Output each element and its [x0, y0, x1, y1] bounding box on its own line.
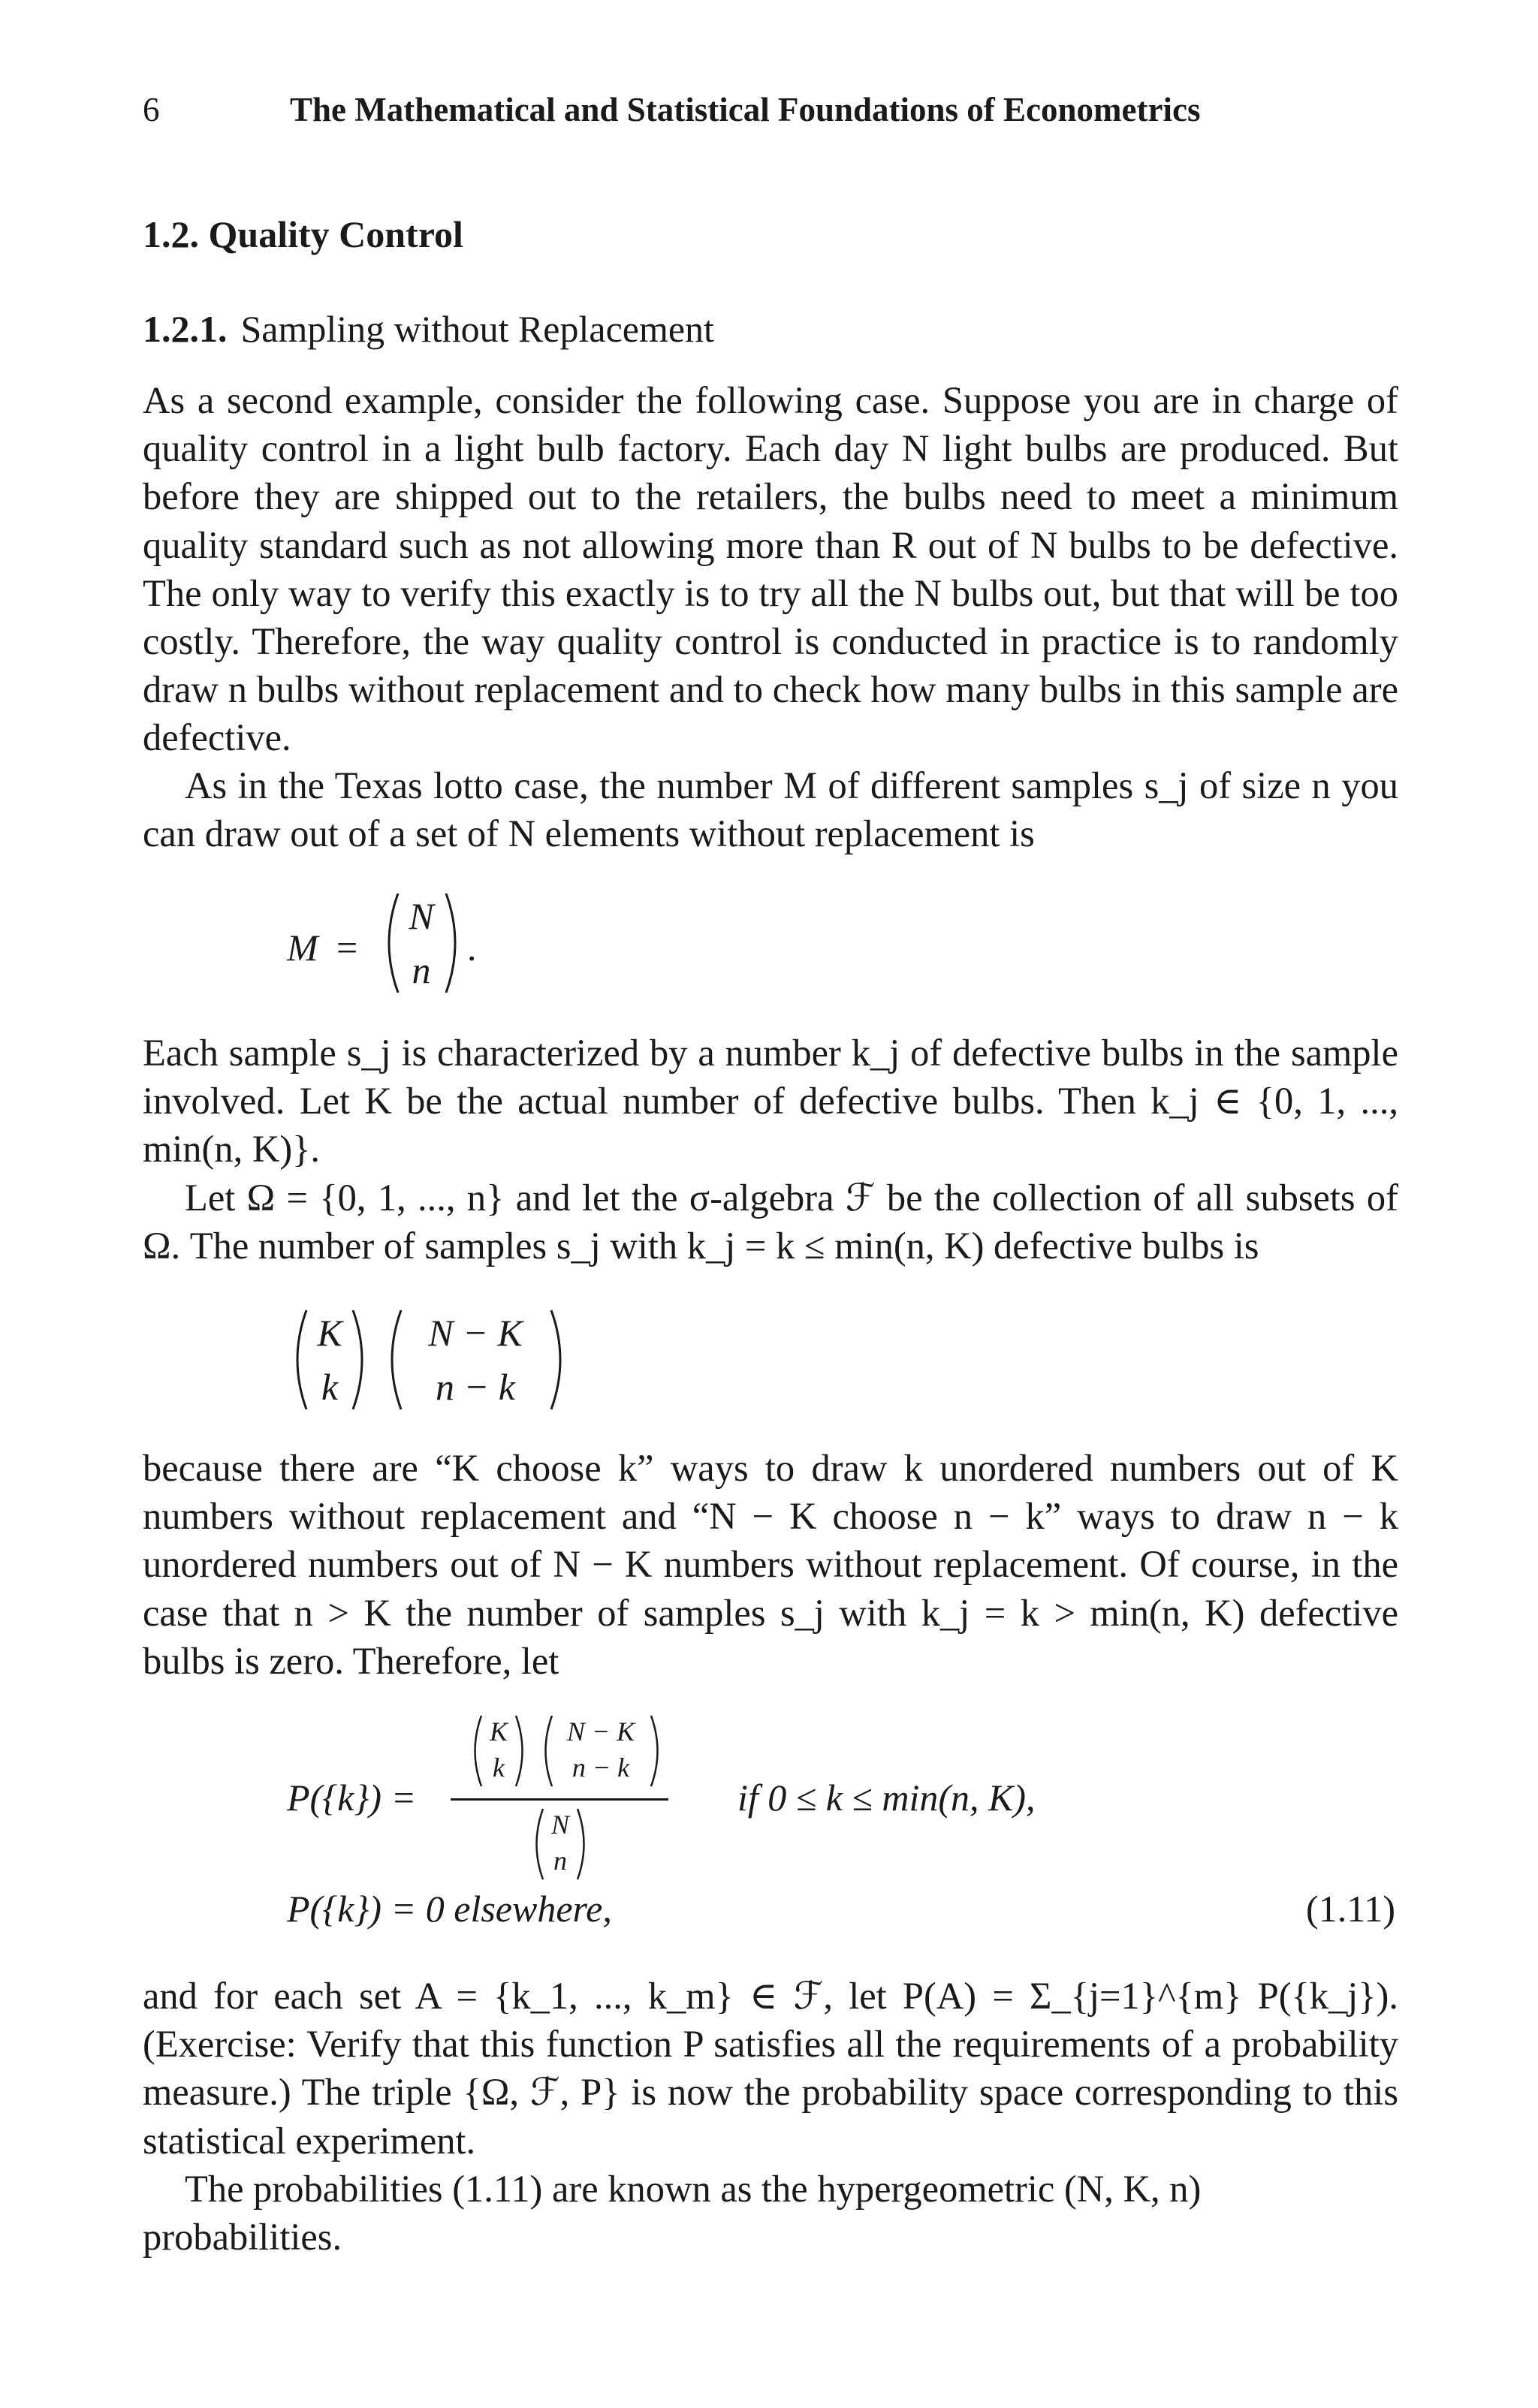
den-binom-bottom: n [553, 1846, 567, 1876]
eq-m-lhs: M [287, 927, 318, 969]
subsection-title: Sampling without Replacement [240, 308, 714, 350]
binom-nk-top: N − K [428, 1312, 523, 1354]
right-paren [443, 891, 466, 996]
right-paren [649, 1713, 665, 1789]
eq-1-11-condition: if 0 ≤ k ≤ min(n, K), [737, 1777, 1036, 1819]
fraction-denominator [451, 1805, 668, 1888]
left-paren [287, 1307, 309, 1412]
left-paren [467, 1713, 484, 1789]
eq-1-11-line2: P({k}) = 0 elsewhere, [287, 1888, 612, 1930]
den-binom-top: N [550, 1810, 569, 1840]
right-paren [514, 1713, 530, 1789]
paragraph-2: As in the Texas lotto case, the number M of different samples s_j of size n you can draw out of a set of N elements without replacement is [143, 764, 1398, 855]
eq-m-top: N [409, 895, 434, 937]
fraction-numerator [451, 1712, 668, 1795]
eq-m-equals: = [336, 927, 358, 969]
paragraph-4: Let Ω = {0, 1, ..., n} and let the σ-algebra ℱ be the collection of all subsets of Ω. The number of samples s_j with k_j = k ≤ min(n, K) defective bulbs is [143, 1177, 1398, 1267]
eq-m-bottom: n [412, 949, 431, 991]
right-paren [575, 1807, 592, 1882]
eq-m-period: . [467, 927, 477, 969]
running-title: The Mathematical and Statistical Foundations of Econometrics [290, 91, 1201, 128]
binom-k-top: K [317, 1312, 342, 1354]
section-title: 1.2. Quality Control [143, 213, 463, 255]
binom-nk-bottom: n − k [436, 1366, 515, 1408]
num-binom-nk-top: N − K [566, 1716, 635, 1746]
eq-1-11-lhs: P({k}) = [287, 1777, 417, 1819]
right-paren [350, 1307, 372, 1412]
equation-number: (1.11) [1306, 1888, 1395, 1930]
num-binom-k-bottom: k [493, 1753, 505, 1783]
paragraph-3: Each sample s_j is characterized by a number k_j of defective bulbs in the sample involved. Let K be the actual number of defective bulbs. Then k_j ∈ {0, 1, ..., min(n, K)}. [143, 1032, 1398, 1171]
equation-k-binomials [287, 1310, 602, 1423]
paragraph-1: As a second example, consider the following case. Suppose you are in charge of quality control in a light bulb factory. Each day N light bulbs are produced. But before they are shipped out to the retailers, the bulbs need to meet a minimum quality standard such as not allowing more than R out of N bulbs to be defective. The only way to verify this exactly is to try all the N bulbs out, but that will be too costly. Therefore, the way quality control is conducted in practice is to randomly draw n bulbs without replacement and to check how many bulbs in this sample are defective. [143, 379, 1398, 759]
equation-1-11 [287, 1712, 1398, 1930]
left-paren [378, 891, 401, 996]
num-binom-k-top: K [489, 1716, 508, 1746]
num-binom-nk-bottom: n − k [571, 1753, 630, 1783]
subsection-number: 1.2.1. [143, 308, 228, 350]
paragraph-6: and for each set A = {k_1, ..., k_m} ∈ ℱ, let P(A) = Σ_{j=1}^{m} P({k_j}). (Exercise: Verify that this function P satisfies all the requirements of a probability measure.) The triple {Ω, ℱ, P} is now the probability space corresponding to this statistical experiment. [143, 1975, 1398, 2162]
right-paren [548, 1307, 571, 1412]
fraction-bar [451, 1798, 668, 1801]
page-number: 6 [143, 91, 160, 128]
left-paren [538, 1713, 554, 1789]
equation-m-binomial [287, 894, 512, 1006]
subsection-heading [143, 306, 714, 352]
paragraph-5: because there are “K choose k” ways to draw k unordered numbers out of K numbers without replacement and “N − K choose n − k” ways to draw n − k unordered numbers out of N − K numbers without replacement. Of course, in the case that n > K the number of samples s_j with k_j = k > min(n, K) defective bulbs is zero. Therefore, let [143, 1447, 1398, 1682]
left-paren [381, 1307, 404, 1412]
paragraph-7: The probabilities (1.11) are known as the hypergeometric (N, K, n) probabilities. [143, 2168, 1202, 2259]
binom-k-bottom: k [321, 1366, 339, 1408]
left-paren [529, 1807, 545, 1882]
